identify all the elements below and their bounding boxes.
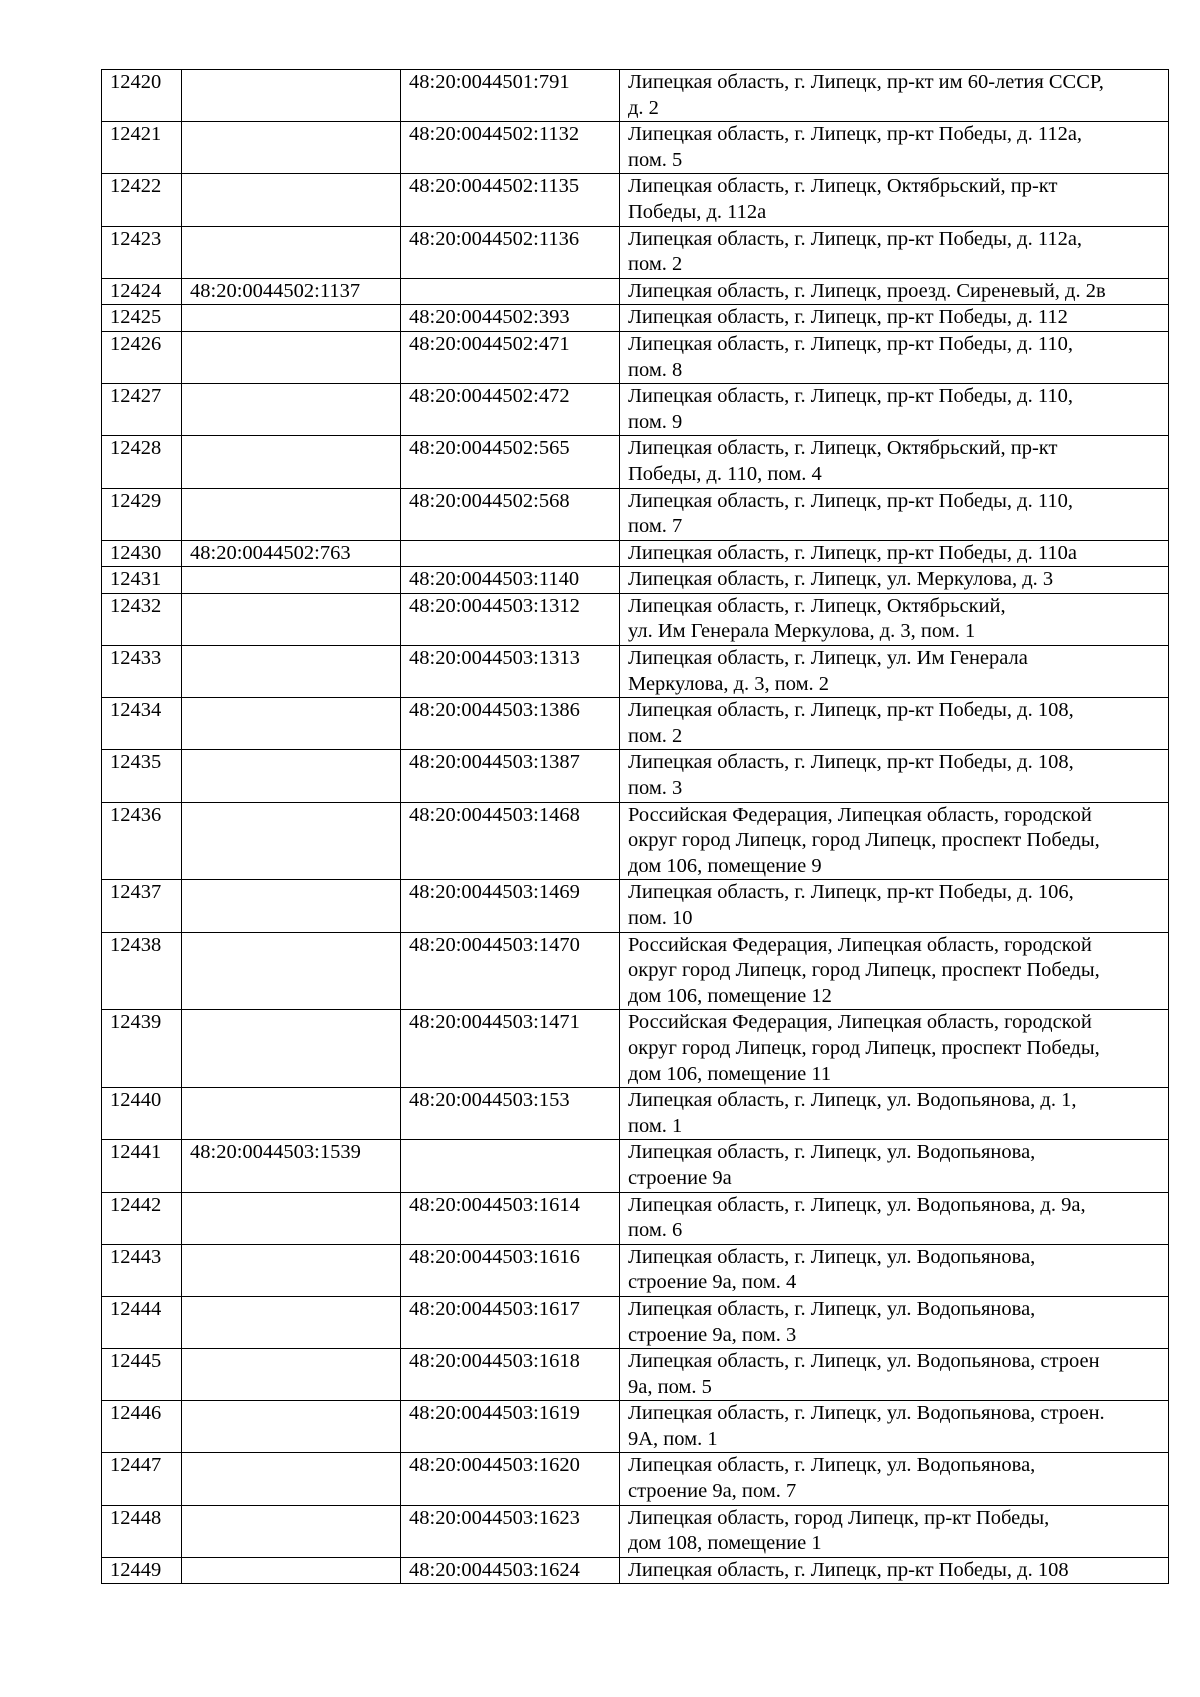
land-cadastral-number-cell	[182, 1349, 401, 1401]
object-cadastral-number-cell: 48:20:0044503:153	[401, 1088, 620, 1140]
row-number-cell: 12426	[102, 331, 182, 383]
address-cell: Липецкая область, г. Липецк, пр-кт Победы, д. 110, пом. 7	[620, 488, 1169, 540]
address-cell: Липецкая область, г. Липецк, пр-кт Победы, д. 110а	[620, 540, 1169, 567]
object-cadastral-number-cell: 48:20:0044503:1617	[401, 1296, 620, 1348]
land-cadastral-number-cell	[182, 932, 401, 1010]
land-cadastral-number-cell	[182, 305, 401, 332]
table-row	[102, 384, 1169, 436]
address-cell: Липецкая область, г. Липецк, ул. Водопьянова, строен. 9А, пом. 1	[620, 1401, 1169, 1453]
row-number-cell: 12423	[102, 226, 182, 278]
row-number-cell: 12430	[102, 540, 182, 567]
land-cadastral-number-cell: 48:20:0044502:1137	[182, 278, 401, 305]
row-number-cell: 12424	[102, 278, 182, 305]
table-row	[102, 331, 1169, 383]
row-number-cell: 12434	[102, 698, 182, 750]
address-cell: Липецкая область, г. Липецк, ул. Им Генерала Меркулова, д. 3, пом. 2	[620, 646, 1169, 698]
land-cadastral-number-cell	[182, 1244, 401, 1296]
table-row	[102, 1010, 1169, 1088]
object-cadastral-number-cell: 48:20:0044503:1470	[401, 932, 620, 1010]
row-number-cell: 12443	[102, 1244, 182, 1296]
land-cadastral-number-cell	[182, 646, 401, 698]
table-row	[102, 174, 1169, 226]
table-row	[102, 278, 1169, 305]
table-row	[102, 540, 1169, 567]
row-number-cell: 12442	[102, 1192, 182, 1244]
address-cell: Липецкая область, г. Липецк, ул. Водопьянова, строение 9а	[620, 1140, 1169, 1192]
land-cadastral-number-cell	[182, 802, 401, 880]
address-cell: Липецкая область, г. Липецк, пр-кт Победы, д. 112	[620, 305, 1169, 332]
row-number-cell: 12422	[102, 174, 182, 226]
row-number-cell: 12421	[102, 122, 182, 174]
table-row	[102, 932, 1169, 1010]
table-row	[102, 646, 1169, 698]
land-cadastral-number-cell	[182, 331, 401, 383]
row-number-cell: 12431	[102, 567, 182, 594]
address-cell: Липецкая область, г. Липецк, ул. Водопьянова, д. 1, пом. 1	[620, 1088, 1169, 1140]
row-number-cell: 12437	[102, 880, 182, 932]
table-row	[102, 226, 1169, 278]
table-row	[102, 70, 1169, 122]
address-cell: Липецкая область, г. Липецк, проезд. Сиреневый, д. 2в	[620, 278, 1169, 305]
land-cadastral-number-cell	[182, 384, 401, 436]
object-cadastral-number-cell: 48:20:0044503:1620	[401, 1453, 620, 1505]
row-number-cell: 12448	[102, 1505, 182, 1557]
object-cadastral-number-cell: 48:20:0044503:1313	[401, 646, 620, 698]
object-cadastral-number-cell: 48:20:0044503:1623	[401, 1505, 620, 1557]
object-cadastral-number-cell	[401, 278, 620, 305]
land-cadastral-number-cell: 48:20:0044503:1539	[182, 1140, 401, 1192]
table-row	[102, 1349, 1169, 1401]
land-cadastral-number-cell	[182, 567, 401, 594]
land-cadastral-number-cell	[182, 226, 401, 278]
table-row	[102, 567, 1169, 594]
land-cadastral-number-cell	[182, 488, 401, 540]
table-row	[102, 1140, 1169, 1192]
address-cell: Липецкая область, г. Липецк, Октябрьский, пр-кт Победы, д. 112а	[620, 174, 1169, 226]
table-row	[102, 1244, 1169, 1296]
address-cell: Липецкая область, г. Липецк, пр-кт Победы, д. 112а, пом. 5	[620, 122, 1169, 174]
row-number-cell: 12425	[102, 305, 182, 332]
table-row	[102, 1192, 1169, 1244]
address-cell: Липецкая область, г. Липецк, ул. Водопьянова, строение 9а, пом. 7	[620, 1453, 1169, 1505]
object-cadastral-number-cell	[401, 1140, 620, 1192]
address-cell: Липецкая область, г. Липецк, пр-кт Победы, д. 108	[620, 1557, 1169, 1584]
row-number-cell: 12449	[102, 1557, 182, 1584]
object-cadastral-number-cell: 48:20:0044502:472	[401, 384, 620, 436]
land-cadastral-number-cell	[182, 1401, 401, 1453]
land-cadastral-number-cell	[182, 1296, 401, 1348]
object-cadastral-number-cell: 48:20:0044503:1386	[401, 698, 620, 750]
address-cell: Липецкая область, г. Липецк, Октябрьский, ул. Им Генерала Меркулова, д. 3, пом. 1	[620, 593, 1169, 645]
row-number-cell: 12441	[102, 1140, 182, 1192]
table-row	[102, 1296, 1169, 1348]
address-cell: Российская Федерация, Липецкая область, городской округ город Липецк, город Липецк, проспект Победы, дом 106, помещение 12	[620, 932, 1169, 1010]
row-number-cell: 12427	[102, 384, 182, 436]
table-row	[102, 750, 1169, 802]
object-cadastral-number-cell: 48:20:0044503:1469	[401, 880, 620, 932]
land-cadastral-number-cell	[182, 1505, 401, 1557]
table-row	[102, 593, 1169, 645]
row-number-cell: 12433	[102, 646, 182, 698]
address-cell: Липецкая область, г. Липецк, Октябрьский, пр-кт Победы, д. 110, пом. 4	[620, 436, 1169, 488]
property-table	[101, 69, 1169, 1584]
land-cadastral-number-cell	[182, 698, 401, 750]
land-cadastral-number-cell: 48:20:0044502:763	[182, 540, 401, 567]
object-cadastral-number-cell: 48:20:0044503:1616	[401, 1244, 620, 1296]
address-cell: Российская Федерация, Липецкая область, городской округ город Липецк, город Липецк, проспект Победы, дом 106, помещение 11	[620, 1010, 1169, 1088]
object-cadastral-number-cell: 48:20:0044503:1140	[401, 567, 620, 594]
address-cell: Липецкая область, г. Липецк, ул. Водопьянова, д. 9а, пом. 6	[620, 1192, 1169, 1244]
row-number-cell: 12445	[102, 1349, 182, 1401]
row-number-cell: 12436	[102, 802, 182, 880]
land-cadastral-number-cell	[182, 593, 401, 645]
object-cadastral-number-cell: 48:20:0044503:1618	[401, 1349, 620, 1401]
land-cadastral-number-cell	[182, 1010, 401, 1088]
address-cell: Липецкая область, г. Липецк, пр-кт Победы, д. 110, пом. 8	[620, 331, 1169, 383]
object-cadastral-number-cell: 48:20:0044502:1132	[401, 122, 620, 174]
land-cadastral-number-cell	[182, 1557, 401, 1584]
table-row	[102, 698, 1169, 750]
land-cadastral-number-cell	[182, 436, 401, 488]
object-cadastral-number-cell: 48:20:0044502:565	[401, 436, 620, 488]
row-number-cell: 12439	[102, 1010, 182, 1088]
land-cadastral-number-cell	[182, 174, 401, 226]
address-cell: Липецкая область, город Липецк, пр-кт Победы, дом 108, помещение 1	[620, 1505, 1169, 1557]
object-cadastral-number-cell: 48:20:0044502:1136	[401, 226, 620, 278]
address-cell: Липецкая область, г. Липецк, ул. Водопьянова, строен 9а, пом. 5	[620, 1349, 1169, 1401]
address-cell: Липецкая область, г. Липецк, пр-кт Победы, д. 110, пом. 9	[620, 384, 1169, 436]
row-number-cell: 12429	[102, 488, 182, 540]
object-cadastral-number-cell: 48:20:0044502:568	[401, 488, 620, 540]
row-number-cell: 12420	[102, 70, 182, 122]
address-cell: Российская Федерация, Липецкая область, городской округ город Липецк, город Липецк, проспект Победы, дом 106, помещение 9	[620, 802, 1169, 880]
row-number-cell: 12428	[102, 436, 182, 488]
row-number-cell: 12444	[102, 1296, 182, 1348]
table-row	[102, 802, 1169, 880]
table-row	[102, 1505, 1169, 1557]
land-cadastral-number-cell	[182, 1453, 401, 1505]
row-number-cell: 12446	[102, 1401, 182, 1453]
object-cadastral-number-cell: 48:20:0044502:393	[401, 305, 620, 332]
land-cadastral-number-cell	[182, 70, 401, 122]
address-cell: Липецкая область, г. Липецк, ул. Водопьянова, строение 9а, пом. 3	[620, 1296, 1169, 1348]
land-cadastral-number-cell	[182, 750, 401, 802]
address-cell: Липецкая область, г. Липецк, ул. Водопьянова, строение 9а, пом. 4	[620, 1244, 1169, 1296]
object-cadastral-number-cell: 48:20:0044501:791	[401, 70, 620, 122]
object-cadastral-number-cell: 48:20:0044502:1135	[401, 174, 620, 226]
table-row	[102, 1453, 1169, 1505]
row-number-cell: 12440	[102, 1088, 182, 1140]
table-row	[102, 880, 1169, 932]
object-cadastral-number-cell: 48:20:0044503:1312	[401, 593, 620, 645]
address-cell: Липецкая область, г. Липецк, пр-кт Победы, д. 108, пом. 3	[620, 750, 1169, 802]
row-number-cell: 12432	[102, 593, 182, 645]
address-cell: Липецкая область, г. Липецк, пр-кт Победы, д. 106, пом. 10	[620, 880, 1169, 932]
table-row	[102, 1401, 1169, 1453]
object-cadastral-number-cell: 48:20:0044503:1387	[401, 750, 620, 802]
object-cadastral-number-cell: 48:20:0044502:471	[401, 331, 620, 383]
table-row	[102, 1088, 1169, 1140]
object-cadastral-number-cell: 48:20:0044503:1471	[401, 1010, 620, 1088]
address-cell: Липецкая область, г. Липецк, пр-кт Победы, д. 112а, пом. 2	[620, 226, 1169, 278]
row-number-cell: 12447	[102, 1453, 182, 1505]
table-row	[102, 1557, 1169, 1584]
land-cadastral-number-cell	[182, 122, 401, 174]
table-row	[102, 122, 1169, 174]
property-table-body	[102, 70, 1169, 1584]
object-cadastral-number-cell	[401, 540, 620, 567]
row-number-cell: 12435	[102, 750, 182, 802]
table-row	[102, 436, 1169, 488]
address-cell: Липецкая область, г. Липецк, пр-кт Победы, д. 108, пом. 2	[620, 698, 1169, 750]
land-cadastral-number-cell	[182, 880, 401, 932]
object-cadastral-number-cell: 48:20:0044503:1619	[401, 1401, 620, 1453]
object-cadastral-number-cell: 48:20:0044503:1468	[401, 802, 620, 880]
object-cadastral-number-cell: 48:20:0044503:1624	[401, 1557, 620, 1584]
table-row	[102, 305, 1169, 332]
table-row	[102, 488, 1169, 540]
row-number-cell: 12438	[102, 932, 182, 1010]
land-cadastral-number-cell	[182, 1088, 401, 1140]
address-cell: Липецкая область, г. Липецк, пр-кт им 60-летия СССР, д. 2	[620, 70, 1169, 122]
object-cadastral-number-cell: 48:20:0044503:1614	[401, 1192, 620, 1244]
land-cadastral-number-cell	[182, 1192, 401, 1244]
address-cell: Липецкая область, г. Липецк, ул. Меркулова, д. 3	[620, 567, 1169, 594]
